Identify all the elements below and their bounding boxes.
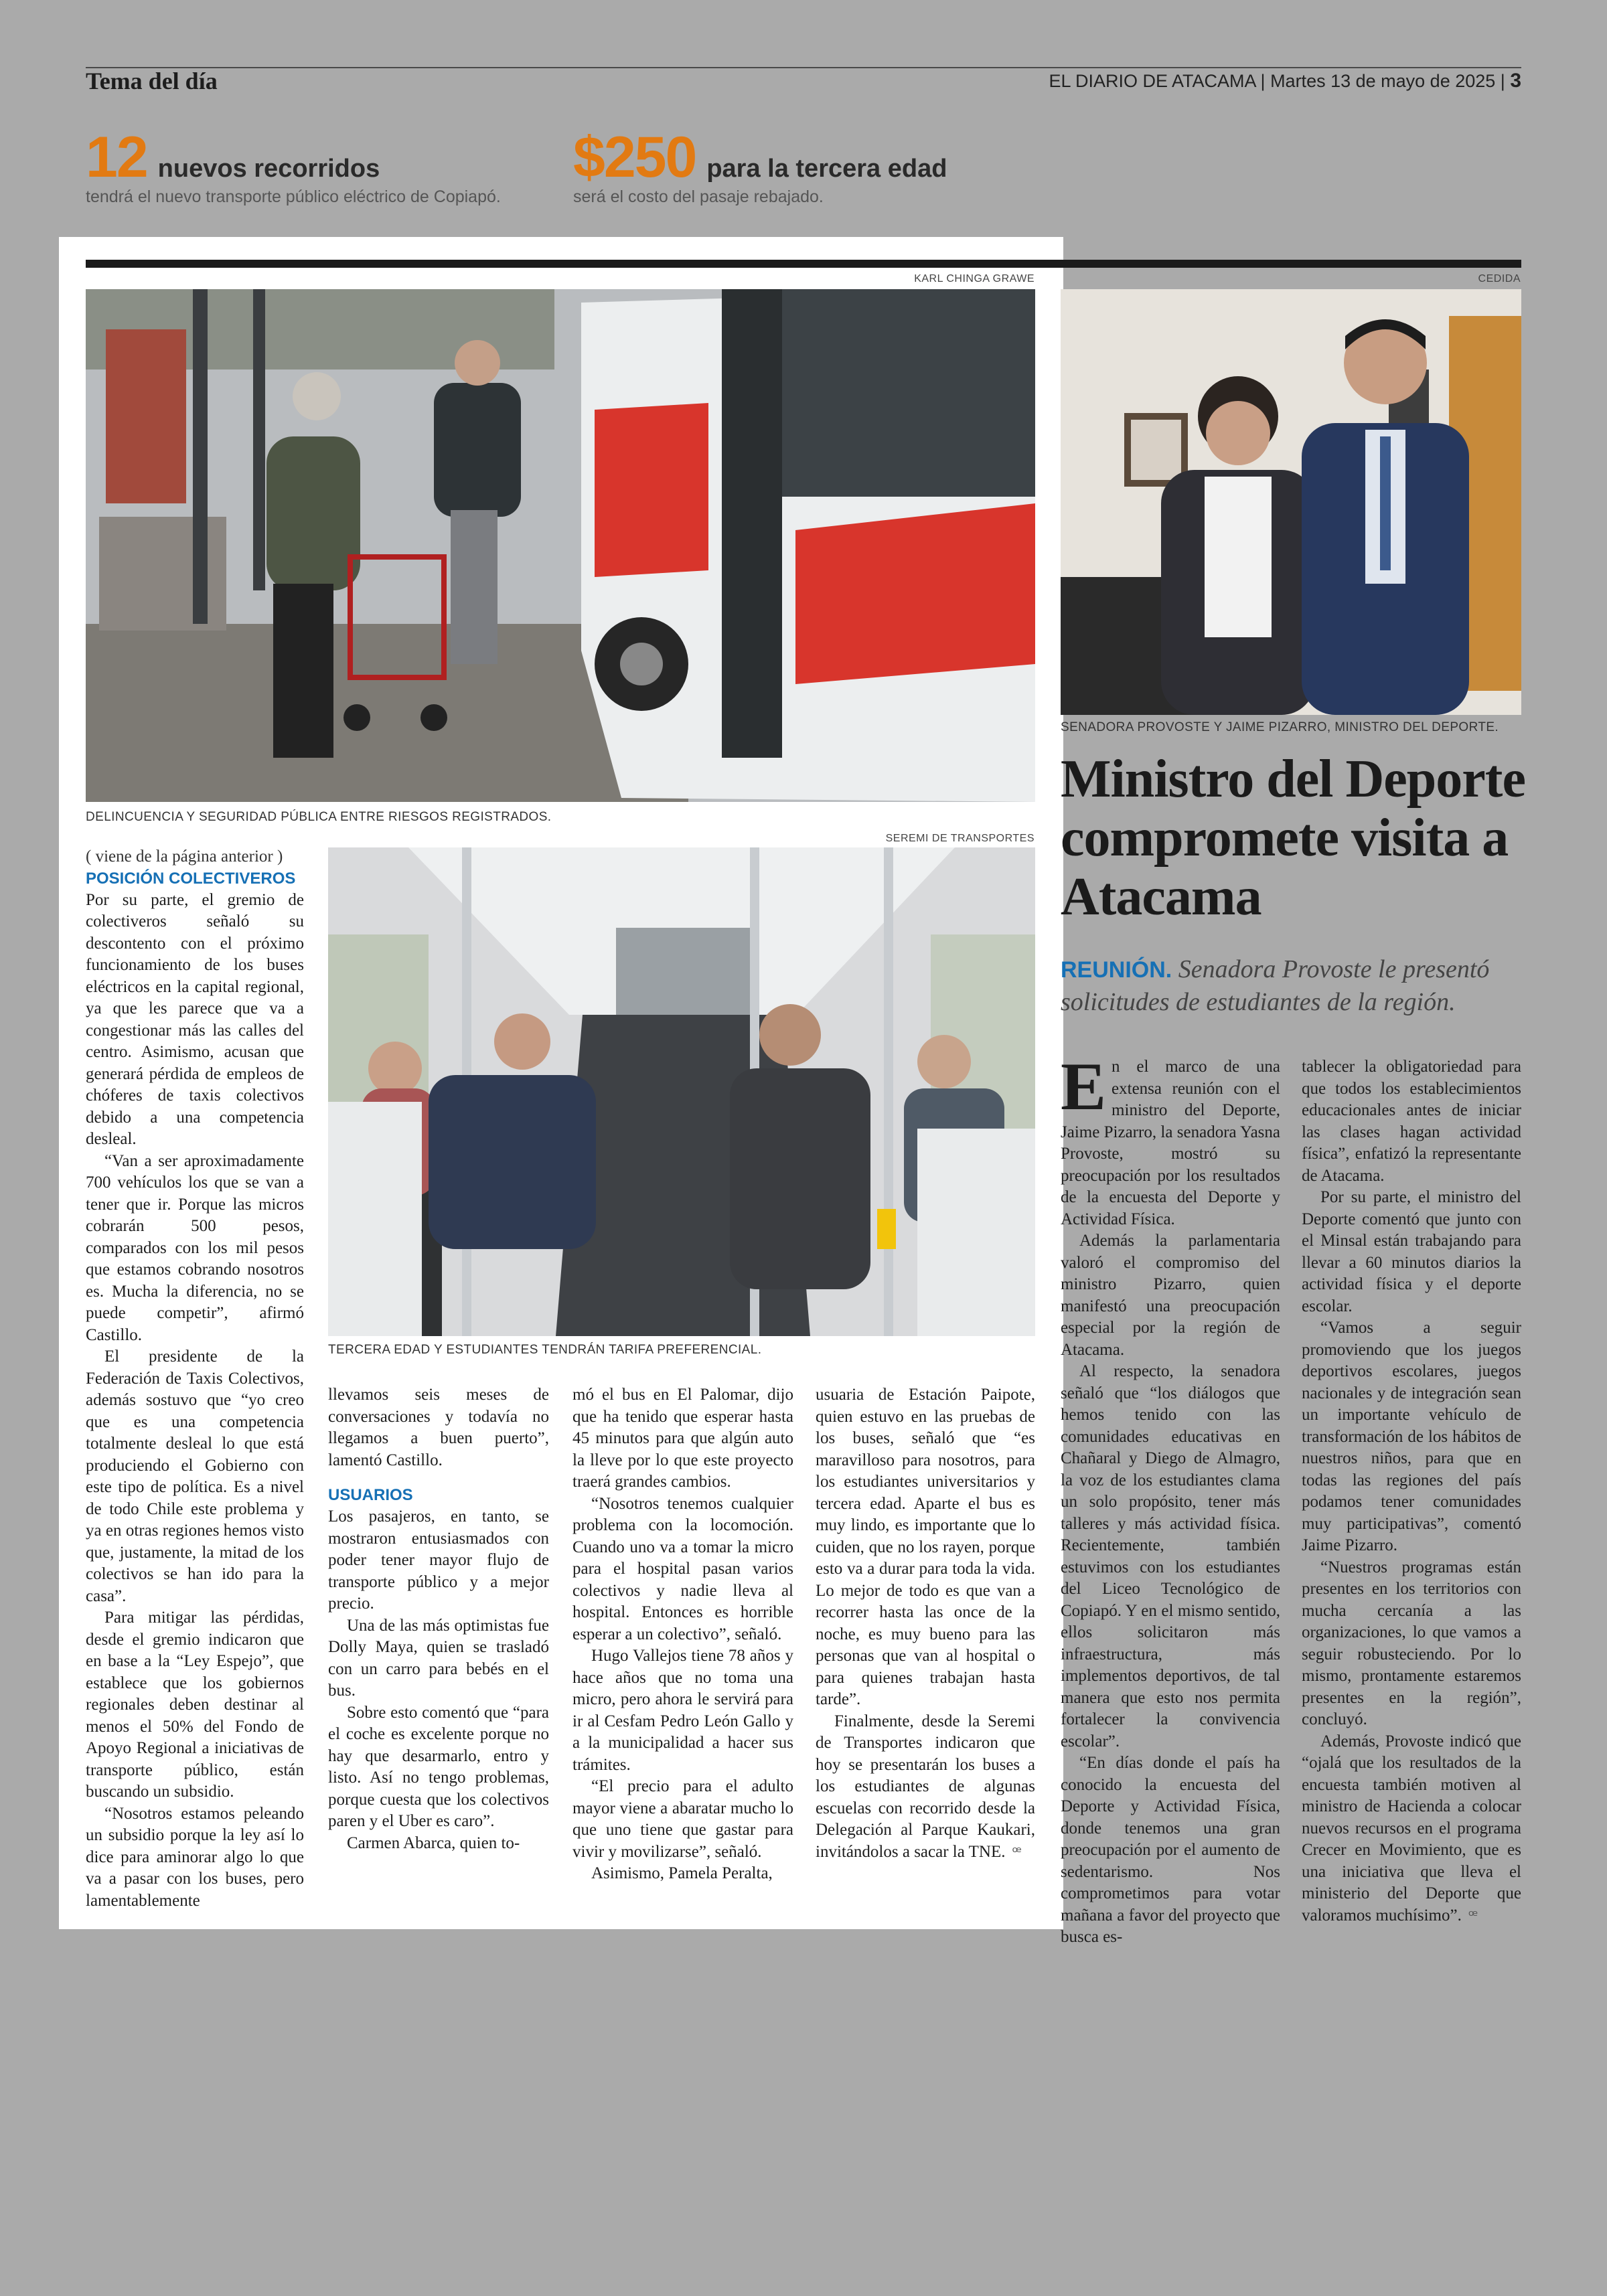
- paragraph: usuaria de Estación Paipote, quien estuvo en las pruebas de los buses, señaló que “es maravilloso para nosotros, para los estudiantes universitarios y tercera edad. Aparte el bus es muy lindo, es importante que lo cuiden, que no los rayen, porque esto va a durar para toda la vida. Lo mejor de todo es que van a recorrer hasta las once de la noche, es muy bueno para las personas que van al hospital o para quienes trabajan hasta tarde”.: [816, 1386, 1035, 1708]
- paragraph: Asimismo, Pamela Peralta,: [591, 1864, 773, 1882]
- subhead: POSICIÓN COLECTIVEROS: [86, 869, 296, 888]
- paragraph: mó el bus en El Palomar, dijo que ha tenido que esperar hasta 45 minutos para que algún auto la lleve por lo que este proyecto traerá grandes cambios.: [572, 1386, 793, 1491]
- side-column-1: [1061, 1049, 1280, 1949]
- paragraph: “El precio para el adulto mayor viene a abaratar mucho lo que uno tiene que gastar para vivir y movilizarse”, señaló.: [572, 1777, 793, 1861]
- paragraph-text: n el marco de una extensa reunión con el ministro del Deporte, Jaime Pizarro, la senadora Yasna Provoste, mostró su preocupación por los resultados de la encuesta del Deporte y Actividad Física.: [1061, 1058, 1280, 1228]
- paragraph-text: Además, Provoste indicó que “ojalá que los resultados de la encuesta también motiven al ministro de Hacienda a colocar nuevos recursos en el programa Crecer en Movimiento, que es una iniciativa que lleva el ministerio del Deporte que valoramos muchísimo”.: [1302, 1732, 1521, 1924]
- stat-box-2: [573, 125, 947, 207]
- photo-bus-stop: [86, 289, 1035, 802]
- paragraph: Para mitigar las pérdidas, desde el gremio indicaron que en base a la “Ley Espejo”, que establece que los gobiernos regionales deben destinar al menos el 50% del Fondo de Apoyo Regional a iniciativas de transporte público, están buscando un subsidio.: [86, 1609, 304, 1801]
- photo-senadora-ministro: [1061, 289, 1521, 715]
- stat-subtitle: será el costo del pasaje rebajado.: [573, 187, 824, 206]
- page-number: 3: [1510, 70, 1521, 92]
- article-column-3: [572, 1384, 793, 1885]
- photo-caption: DELINCUENCIA Y SEGURIDAD PÚBLICA ENTRE RIESGOS REGISTRADOS.: [86, 810, 552, 824]
- paragraph: “Van a ser aproximadamente 700 vehículos los que se van a tener que ir. Porque las micros cobrarán 500 pesos, comparados con los mil pesos que estamos cobrando nosotros es. Mucha la diferencia, no se puede competir”, afirmó Castillo.: [86, 1151, 304, 1344]
- paragraph: Por su parte, el ministro del Deporte comentó que junto con el Minsal están trabajando para llevar a 60 minutos diarios la actividad física y el deporte escolar.: [1302, 1188, 1521, 1315]
- stat-number: 12: [86, 125, 147, 189]
- paragraph: El presidente de la Federación de Taxis Colectivos, además sostuvo que “yo creo que es una competencia totalmente desleal lo que está produciendo el Gobierno con este tipo de política. Es a nivel de todo Chile este problema y ya en otras regiones hemos visto que, justamente, la mitad de los colectivos se han ido para la casa”.: [86, 1347, 304, 1605]
- photo-credit: SEREMI DE TRANSPORTES: [885, 833, 1035, 844]
- section-title: Tema del día: [86, 68, 218, 94]
- paragraph: [1302, 1731, 1521, 1928]
- photo-caption: SENADORA PROVOSTE Y JAIME PIZARRO, MINISTRO DEL DEPORTE.: [1061, 720, 1499, 734]
- paragraph: “En días donde el país ha conocido la encuesta del Deporte y Actividad Física, donde tenemos una gran preocupación por el aumento de sedentarismo. Nos comprometimos para votar mañana a favor del proyecto que busca es-: [1061, 1754, 1280, 1946]
- end-mark-icon: ꟹ: [1468, 1907, 1478, 1924]
- article-column-1: [86, 846, 304, 1912]
- lede-text: Senadora Provoste le presentó solicitudes de estudiantes de la región.: [1061, 955, 1490, 1016]
- stat-subtitle: tendrá el nuevo transporte público eléctrico de Copiapó.: [86, 187, 501, 206]
- paragraph-text: Finalmente, desde la Seremi de Transportes indicaron que hoy se presentarán los buses a los estudiantes de algunas escuelas con recorrido desde la Delegación al Parque Kaukari, invitándolos a sacar la TNE.: [816, 1712, 1035, 1861]
- paragraph: Una de las más optimistas fue Dolly Maya, quien se trasladó con un carro para bebés en el bus.: [328, 1616, 549, 1700]
- stat-label: para la tercera edad: [706, 155, 947, 183]
- masthead: EL DIARIO DE ATACAMA | Martes 13 de mayo de 2025 | 3: [1049, 70, 1521, 92]
- photo-bus-interior: [328, 847, 1035, 1336]
- top-rule: [86, 260, 1521, 268]
- side-lede: [1061, 953, 1529, 1018]
- side-column-2: [1302, 1056, 1521, 1927]
- side-headline: Ministro del Deporte compromete visita a Atacama: [1061, 750, 1525, 926]
- stat-label: nuevos recorridos: [157, 155, 380, 183]
- paragraph: “Nosotros estamos peleando un subsidio porque la ley así lo dice para aminorar algo lo que va a pasar con los buses, pero lamentablemente: [86, 1804, 304, 1910]
- paragraph: Carmen Abarca, quien to-: [347, 1833, 520, 1852]
- end-mark-icon: ꟹ: [1012, 1843, 1022, 1861]
- paragraph: “Nuestros programas están presentes en los territorios con mucha cercanía a las organizaciones, lo que vamos a seguir robusteciendo. Por lo mismo, prontamente estaremos presentes en la región”, concluyó.: [1302, 1558, 1521, 1728]
- article-column-2: [328, 1384, 549, 1854]
- continued-note: ( viene de la página anterior ): [86, 847, 283, 866]
- header-rule: [86, 67, 1521, 68]
- lede-keyword: REUNIÓN.: [1061, 957, 1172, 983]
- paragraph: “Vamos a seguir promoviendo que los juegos deportivos escolares, juegos nacionales y de integración sean un importante vehículo de transformación de los hábitos de nuestros niños, para que en todas las regiones del país podamos tener comunidades muy participativas”, comentó Jaime Pizarro.: [1302, 1319, 1521, 1554]
- paragraph: tablecer la obligatoriedad para que todos los establecimientos educacionales antes de iniciar las clases hagan actividad física”, enfatizó la representante de Atacama.: [1302, 1058, 1521, 1185]
- paragraph: Además la parlamentaria valoró el compromiso del ministro Pizarro, quien manifestó una preocupación especial por la región de Atacama.: [1061, 1232, 1280, 1359]
- paragraph: llevamos seis meses de conversaciones y todavía no llegamos a buen puerto”, lamentó Castillo.: [328, 1386, 549, 1469]
- masthead-date: Martes 13 de mayo de 2025: [1270, 71, 1496, 91]
- subhead: USUARIOS: [328, 1486, 413, 1504]
- photo-credit: KARL CHINGA GRAWE: [914, 273, 1035, 284]
- paragraph: “Nosotros tenemos cualquier problema con la locomoción. Cuando uno va a tomar la micro para el hospital pasan varios colectivos y nadie lleva al hospital. Entonces es horrible esperar a un colectivo”, señaló.: [572, 1494, 793, 1643]
- masthead-name: EL DIARIO DE ATACAMA: [1049, 71, 1256, 91]
- paragraph: [1061, 1049, 1280, 1230]
- stat-box-1: [86, 125, 501, 207]
- paragraph: Los pasajeros, en tanto, se mostraron entusiasmados con poder tener mayor flujo de transporte público y a mejor precio.: [328, 1507, 549, 1613]
- paragraph: Por su parte, el gremio de colectiveros señaló su descontento con el próximo funcionamiento de los buses eléctricos en la capital regional, ya que les parece que va a congestionar más las calles del centro. Asimismo, acusan que generará pérdida de empleos de chóferes de taxis colectivos debido a una competencia desleal.: [86, 890, 304, 1148]
- paragraph: [816, 1711, 1035, 1864]
- photo-credit: CEDIDA: [1478, 273, 1521, 284]
- paragraph: Hugo Vallejos tiene 78 años y hace años que no toma una micro, pero ahora le servirá para ir al Cesfam Pedro León Gallo y a la municipalidad a hacer sus trámites.: [572, 1647, 793, 1774]
- stat-number: $250: [573, 125, 696, 189]
- dropcap: E: [1061, 1049, 1107, 1125]
- paragraph: Sobre esto comentó que “para el coche es excelente porque no hay que desarmarlo, entro y listo. Así no tengo problemas, porque cuesta que los colectivos paren y el Uber es caro”.: [328, 1703, 549, 1830]
- article-column-4: [816, 1384, 1035, 1864]
- paragraph: Al respecto, la senadora señaló que “los diálogos que hemos tenido con las comunidades educativas en Chañaral y Diego de Almagro, la voz de los estudiantes clama un solo propósito, tener más talleres y más actividad física. Recientemente, también estuvimos con los estudiantes del Liceo Tecnológico de Copiapó. Y en el mismo sentido, ellos solicitaron más infraestructura, más implementos deportivos, de tal manera que esto nos permita fortalecer la convivencia escolar”.: [1061, 1362, 1280, 1750]
- photo-caption: TERCERA EDAD Y ESTUDIANTES TENDRÁN TARIFA PREFERENCIAL.: [328, 1343, 762, 1357]
